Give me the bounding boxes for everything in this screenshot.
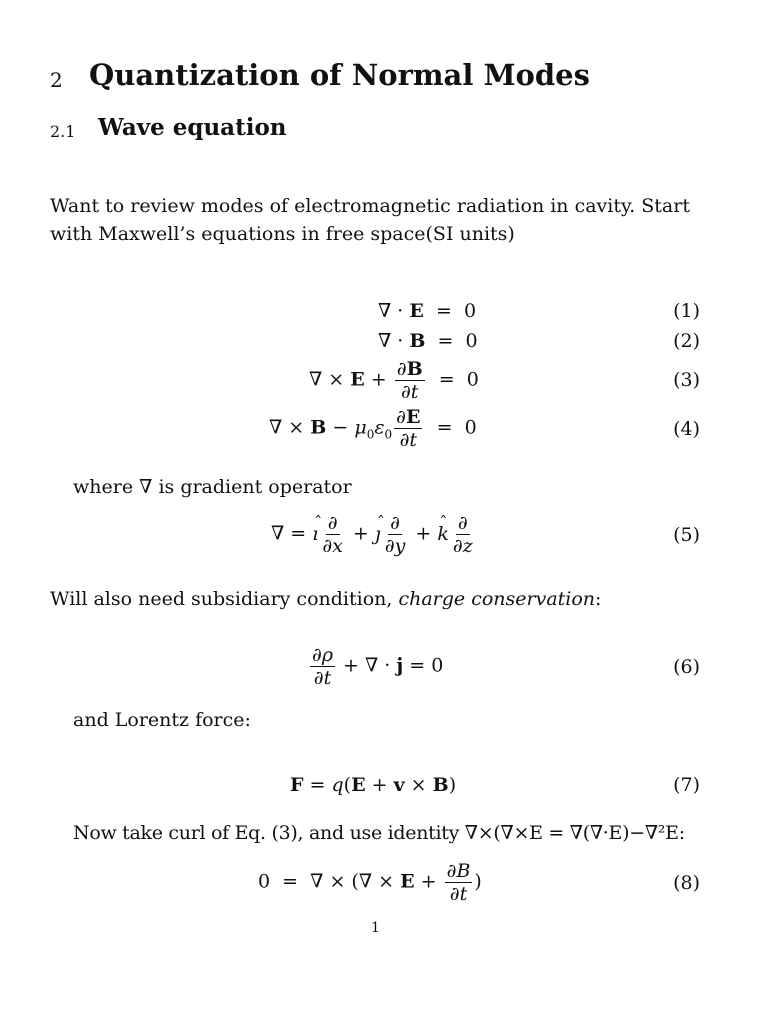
equation-number-2: (2) [673, 330, 700, 352]
equation-number-3: (3) [673, 369, 700, 391]
equation-7: F = q(E + v × B) [290, 774, 457, 796]
equation-number-7: (7) [673, 774, 700, 796]
subsidiary-text: Will also need subsidiary condition, charge conservation: [50, 588, 602, 610]
page-number: 1 [371, 920, 380, 936]
lorentz-text: and Lorentz force: [73, 709, 251, 731]
intro-paragraph: Want to review modes of electromagnetic radiation in cavity. Start with Maxwell’s equations in free space(SI units) [50, 195, 690, 245]
equation-5: ∇ = ˆ ı $\frac{\partial}{\partial x}$ + ˆ ȷ $\frac{\partial}{\partial y}$ + ˆ k $\frac{\partial}{\partial z}$ [271, 512, 477, 557]
equation-1: ∇ · E = 0 [378, 300, 477, 322]
equation-number-5: (5) [673, 524, 700, 546]
section-title: Quantization of Normal Modes [89, 58, 590, 92]
equation-8: 0 = ∇ × (∇ × E + $\frac{\partial B}{\partial t}$ ) [258, 860, 482, 905]
equation-2: ∇ · B = 0 [378, 330, 478, 352]
subsection-title: Wave equation [98, 114, 287, 141]
equation-number-8: (8) [673, 872, 700, 894]
equation-4: ∇ × $B - \mu_0\varepsilon_0$ $\frac{\partial E}{\partial t}$ = 0 [269, 406, 477, 451]
where-text: where ∇ is gradient operator [73, 476, 352, 498]
subsection-number: 2.1 [50, 122, 76, 141]
section-number: 2 [50, 68, 63, 92]
equation-number-6: (6) [673, 656, 700, 678]
equation-6: $\frac{\partial\rho}{\partial t}$ + ∇ · j = 0 [312, 644, 444, 689]
curl-text: Now take curl of Eq. (3), and use identity ∇×(∇×E = ∇(∇·E)−∇²E: [73, 822, 685, 844]
equation-3: ∇ × E + $\frac{\partial B}{\partial t}$ = 0 [309, 358, 479, 403]
equation-number-4: (4) [673, 418, 700, 440]
equation-number-1: (1) [673, 300, 700, 322]
